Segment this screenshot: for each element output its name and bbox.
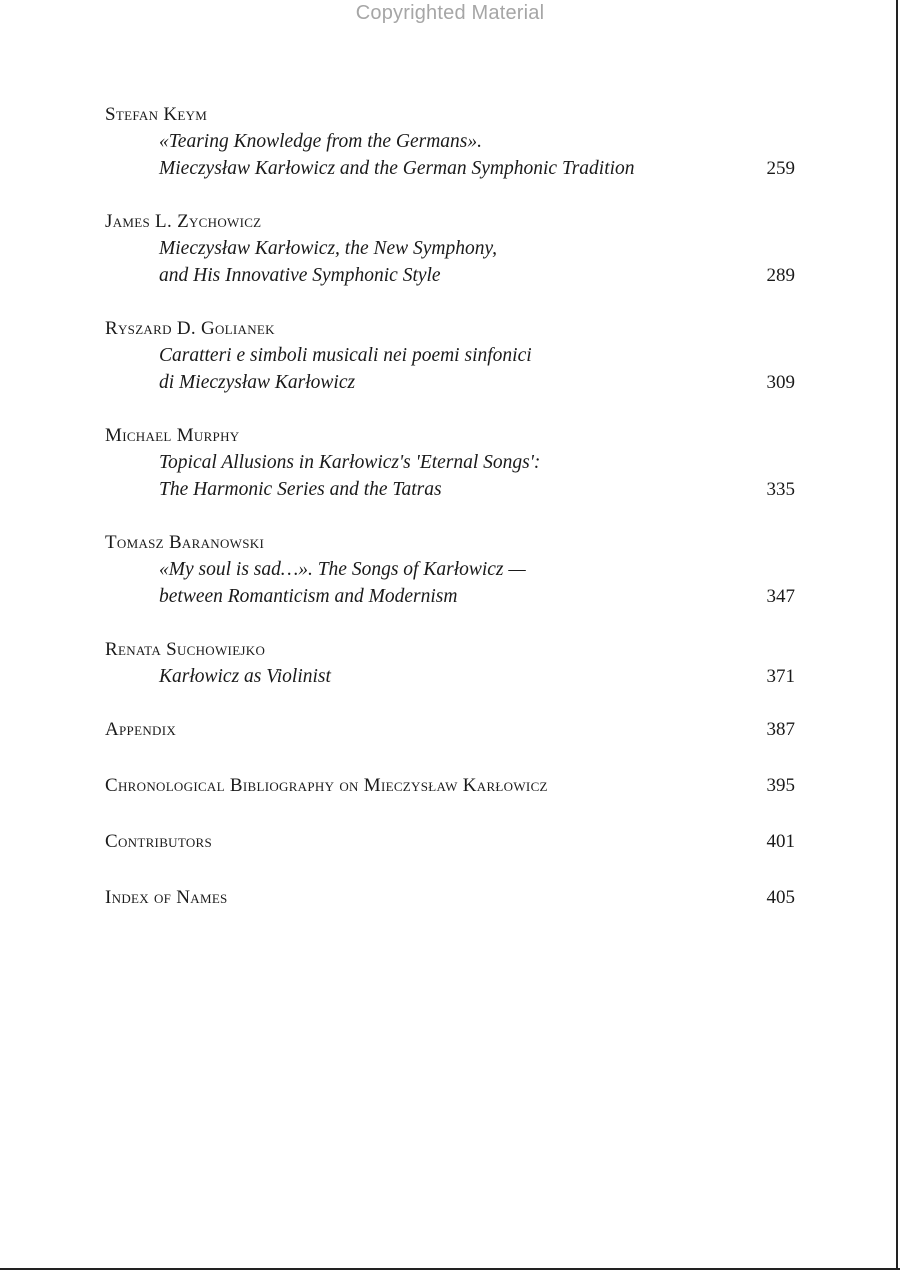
entry-title-line: «My soul is sad…». The Songs of Karłowicz — <box>159 559 526 580</box>
entry-title-line: between Romanticism and Modernism <box>159 586 458 607</box>
toc-entry[interactable] <box>105 636 795 690</box>
watermark-text: Copyrighted Material <box>355 2 545 24</box>
toc-entry[interactable] <box>105 422 795 503</box>
entry-page-number: 259 <box>766 158 795 179</box>
toc-entry[interactable] <box>105 315 795 396</box>
entry-page-number: 335 <box>766 479 795 500</box>
entry-page-number: 387 <box>766 719 795 740</box>
toc-entry[interactable] <box>105 208 795 289</box>
entry-author: Ryszard D. Golianek <box>105 318 275 339</box>
toc-section-entry[interactable] <box>105 884 795 911</box>
entry-page-number: 371 <box>766 666 795 687</box>
toc-entry[interactable] <box>105 101 795 182</box>
section-title: Index of Names <box>105 887 228 908</box>
entry-author: Stefan Keym <box>105 104 208 125</box>
section-title: Appendix <box>105 719 177 740</box>
entry-title-line: Karłowicz as Violinist <box>159 666 331 687</box>
entry-title-line: and His Innovative Symphonic Style <box>159 265 441 286</box>
entry-page-number: 347 <box>766 586 795 607</box>
section-title: Chronological Bibliography on Mieczysław Karłowicz <box>105 775 548 796</box>
entry-title-line: Mieczysław Karłowicz, the New Symphony, <box>159 238 497 259</box>
toc-section-entry[interactable] <box>105 772 795 799</box>
section-title: Contributors <box>105 831 213 852</box>
entry-title-line: di Mieczysław Karłowicz <box>159 372 356 393</box>
entry-author: Renata Suchowiejko <box>105 639 266 660</box>
entry-title-line: «Tearing Knowledge from the Germans». <box>159 131 483 152</box>
entry-author: Michael Murphy <box>105 425 240 446</box>
entry-page-number: 401 <box>766 831 795 852</box>
entry-title-line: Topical Allusions in Karłowicz's 'Eternal Songs': <box>159 452 541 473</box>
entry-page-number: 405 <box>766 887 795 908</box>
entry-page-number: 309 <box>766 372 795 393</box>
toc-entry[interactable] <box>105 529 795 610</box>
toc-section-entry[interactable] <box>105 716 795 743</box>
entry-author: Tomasz Baranowski <box>105 532 265 553</box>
entry-author: James L. Zychowicz <box>105 211 262 232</box>
entry-title-line: The Harmonic Series and the Tatras <box>159 479 442 500</box>
toc-section-entry[interactable] <box>105 828 795 855</box>
entry-title-line: Caratteri e simboli musicali nei poemi sinfonici <box>159 345 532 366</box>
entry-title-line: Mieczysław Karłowicz and the German Symphonic Tradition <box>159 158 635 179</box>
entry-page-number: 395 <box>766 775 795 796</box>
table-of-contents <box>105 101 795 940</box>
entry-page-number: 289 <box>766 265 795 286</box>
page-edge-rule-right <box>896 0 898 1270</box>
